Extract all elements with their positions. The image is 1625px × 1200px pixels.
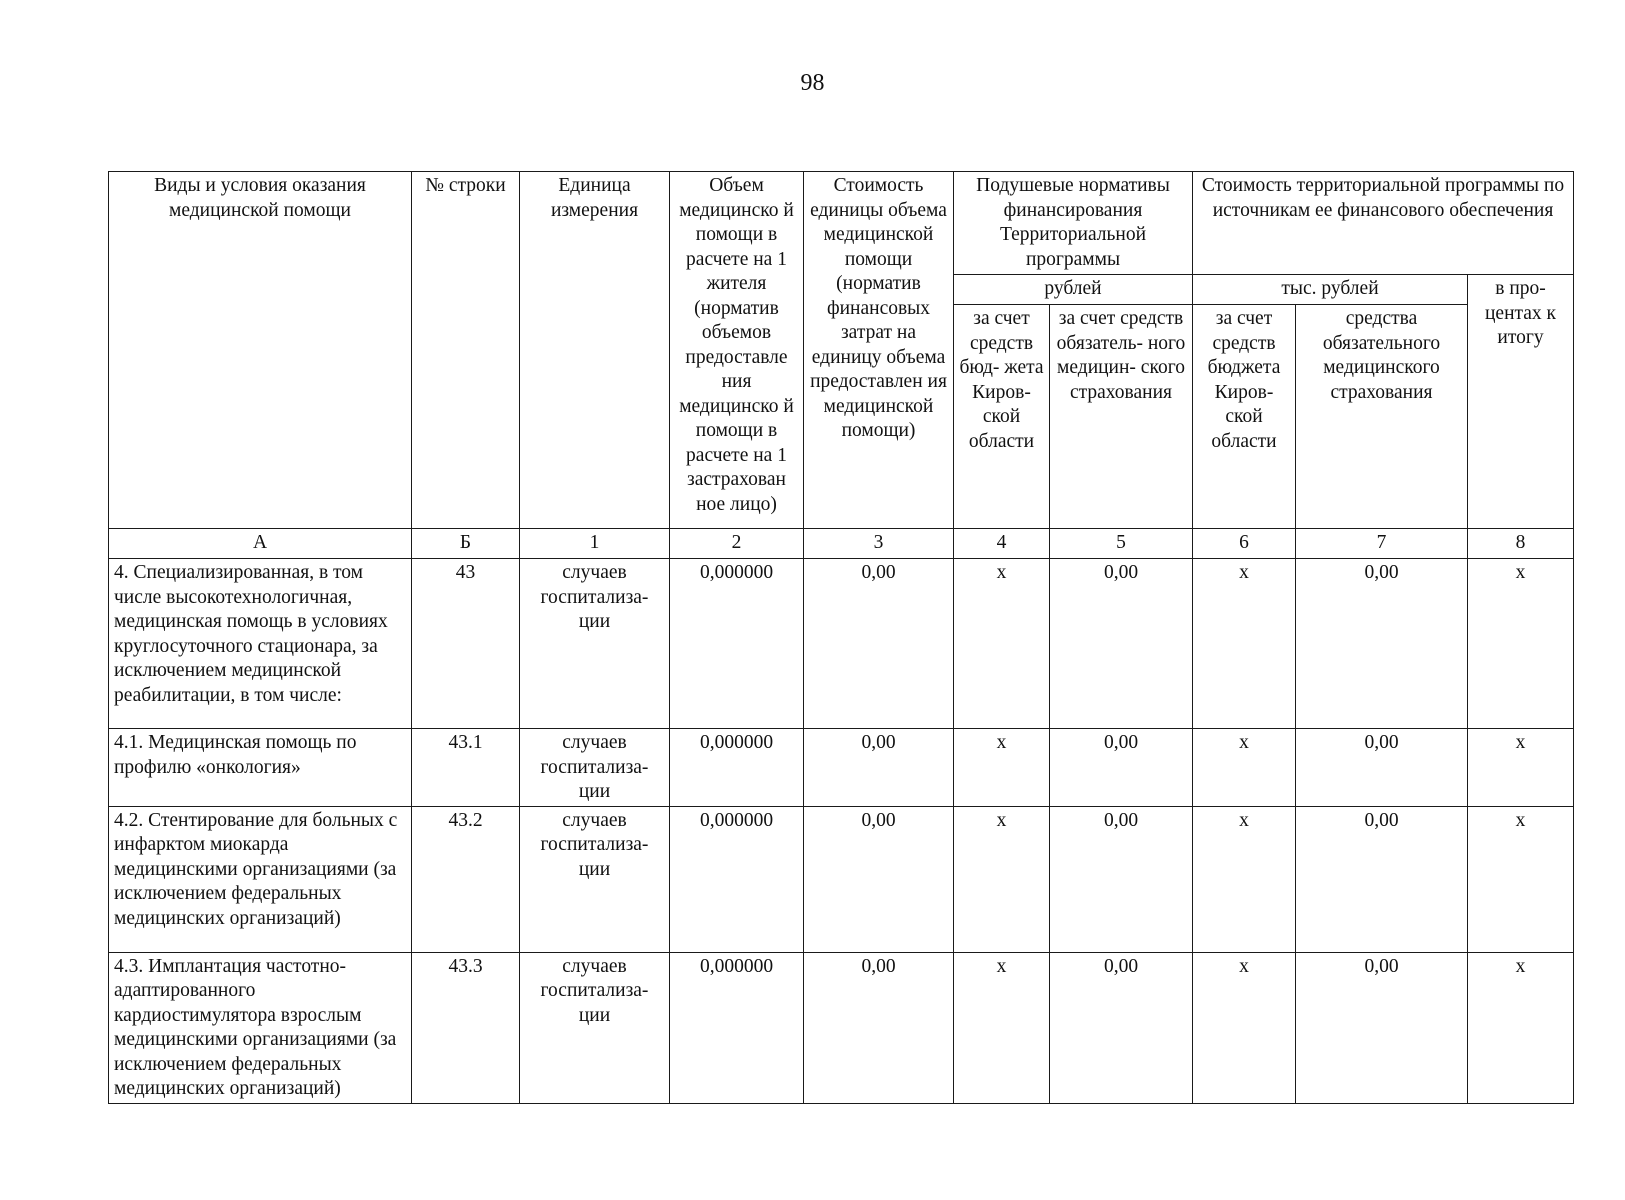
header-thousand-rubles: тыс. рублей — [1193, 275, 1468, 305]
index-cell: 8 — [1468, 529, 1574, 559]
header-group-cost: Стоимость территориальной программы по источникам ее финансового обеспечения — [1193, 172, 1574, 275]
row-line: 43.2 — [412, 806, 520, 952]
row-c6: х — [1193, 952, 1296, 1103]
header-col-3: Стоимость единицы объема медицинской помощи (норматив финансовых затрат на единицу объема предоставлен ия медицинской помощи) — [804, 172, 954, 529]
header-group-per-capita: Подушевые нормативы финансирования Территориальной программы — [954, 172, 1193, 275]
row-c8: х — [1468, 806, 1574, 952]
row-c6: х — [1193, 559, 1296, 729]
row-c8: х — [1468, 559, 1574, 729]
row-c6: х — [1193, 729, 1296, 807]
header-col-4: за счет средств бюд- жета Киров- ской области — [954, 305, 1050, 529]
row-line: 43 — [412, 559, 520, 729]
row-c5: 0,00 — [1050, 952, 1193, 1103]
header-col-8: в про- центах к итогу — [1468, 275, 1574, 529]
row-c8: х — [1468, 952, 1574, 1103]
row-c7: 0,00 — [1296, 559, 1468, 729]
index-cell: 6 — [1193, 529, 1296, 559]
row-c7: 0,00 — [1296, 729, 1468, 807]
header-col-2: Объем медицинско й помощи в расчете на 1 жителя (норматив объемов предоставле ния медицинско й помощи в расчете на 1 застрахован ное лицо) — [670, 172, 804, 529]
row-line: 43.3 — [412, 952, 520, 1103]
row-unit-cost: 0,00 — [804, 806, 954, 952]
header-rubles: рублей — [954, 275, 1193, 305]
table-row — [109, 559, 1574, 729]
row-unit: случаев госпитализа- ции — [520, 729, 670, 807]
header-col-b: № строки — [412, 172, 520, 529]
index-cell: 5 — [1050, 529, 1193, 559]
row-c5: 0,00 — [1050, 729, 1193, 807]
header-col-6: за счет средств бюджета Киров- ской области — [1193, 305, 1296, 529]
page-number: 98 — [800, 70, 825, 96]
row-volume: 0,000000 — [670, 952, 804, 1103]
row-name: 4.2. Стентирование для больных с инфарктом миокарда медицинскими организациями (за исключением федеральных медицинских организаций) — [109, 806, 412, 952]
index-cell: Б — [412, 529, 520, 559]
row-unit: случаев госпитализа- ции — [520, 806, 670, 952]
index-cell: 4 — [954, 529, 1050, 559]
row-c8: х — [1468, 729, 1574, 807]
row-c5: 0,00 — [1050, 806, 1193, 952]
row-c7: 0,00 — [1296, 952, 1468, 1103]
index-cell: 3 — [804, 529, 954, 559]
header-row-1 — [109, 172, 1574, 275]
row-name: 4. Специализированная, в том числе высокотехнологичная, медицинская помощь в условиях круглосуточного стационара, за исключением медицинской реабилитации, в том числе: — [109, 559, 412, 729]
index-cell: 7 — [1296, 529, 1468, 559]
row-unit: случаев госпитализа- ции — [520, 559, 670, 729]
row-line: 43.1 — [412, 729, 520, 807]
table-row — [109, 729, 1574, 807]
row-c4: х — [954, 729, 1050, 807]
row-volume: 0,000000 — [670, 559, 804, 729]
index-cell: 2 — [670, 529, 804, 559]
row-unit-cost: 0,00 — [804, 729, 954, 807]
row-c6: х — [1193, 806, 1296, 952]
table-row — [109, 952, 1574, 1103]
row-volume: 0,000000 — [670, 729, 804, 807]
index-row — [109, 529, 1574, 559]
header-col-1: Единица измерения — [520, 172, 670, 529]
row-c7: 0,00 — [1296, 806, 1468, 952]
index-cell: А — [109, 529, 412, 559]
row-volume: 0,000000 — [670, 806, 804, 952]
row-c4: х — [954, 559, 1050, 729]
index-cell: 1 — [520, 529, 670, 559]
table-row — [109, 806, 1574, 952]
row-c4: х — [954, 952, 1050, 1103]
row-unit: случаев госпитализа- ции — [520, 952, 670, 1103]
row-c5: 0,00 — [1050, 559, 1193, 729]
header-col-a: Виды и условия оказания медицинской помощи — [109, 172, 412, 529]
row-name: 4.1. Медицинская помощь по профилю «онкология» — [109, 729, 412, 807]
row-name: 4.3. Имплантация частотно- адаптированного кардиостимулятора взрослым медицинскими организациями (за исключением федеральных медицинских организаций) — [109, 952, 412, 1103]
row-unit-cost: 0,00 — [804, 559, 954, 729]
financing-table — [108, 171, 1574, 1104]
header-col-7: средства обязательного медицинского страхования — [1296, 305, 1468, 529]
row-c4: х — [954, 806, 1050, 952]
row-unit-cost: 0,00 — [804, 952, 954, 1103]
header-col-5: за счет средств обязатель- ного медицин- ского страхования — [1050, 305, 1193, 529]
